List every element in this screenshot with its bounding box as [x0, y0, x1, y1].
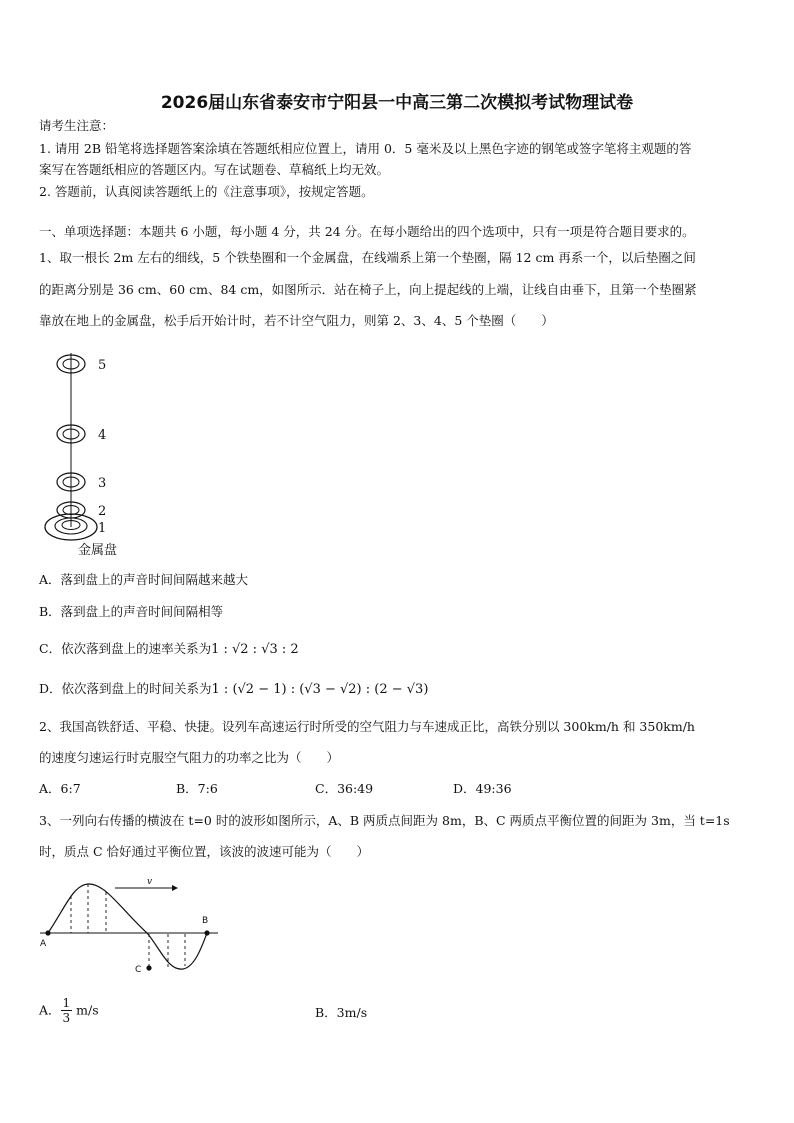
- plate-label: 金属盘: [78, 543, 118, 558]
- wave-figure: [35, 868, 225, 993]
- washer-label-3: 3: [98, 476, 107, 491]
- q3-option-a-numerator: 1: [62, 996, 71, 1010]
- point-b-dot: [204, 930, 209, 935]
- q3-line-1: 3、一列向右传播的横波在 t=0 时的波形如图所示，A、B 两质点间距为 8m，B、C 两质点平衡位置的间距为 3m，当 t=1s: [39, 813, 730, 828]
- q2-option-b: B．7:6: [176, 781, 218, 796]
- q3-option-b: B．3m/s: [315, 1005, 368, 1020]
- point-a-label: A: [40, 939, 47, 949]
- wave-dashed-lines: [71, 884, 185, 969]
- velocity-label: v: [147, 877, 153, 887]
- q1-line-2: 的距离分别是 36 cm、60 cm、84 cm，如图所示．站在椅子上，向上提起线的上端，让线自由垂下，且第一个垫圈紧: [39, 282, 697, 297]
- q1-option-c-text: C．依次落到盘上的速率关系为: [39, 641, 212, 656]
- q3-option-a-prefix: A．: [39, 1002, 61, 1018]
- q2-option-a: A．6:7: [39, 781, 81, 796]
- notice-line-2: 2. 答题前，认真阅读答题纸上的《注意事项》，按规定答题。: [39, 184, 374, 199]
- q1-option-d-text: D．依次落到盘上的时间关系为: [39, 681, 212, 696]
- q1-line-1: 1、取一根长 2m 左右的细线，5 个铁垫圈和一个金属盘，在线端系上第一个垫圈，隔 12 cm 再系一个，以后垫圈之间: [39, 250, 696, 265]
- point-b-label: B: [202, 916, 209, 926]
- page-title: 2026届山东省泰安市宁阳县一中高三第二次模拟考试物理试卷: [160, 93, 634, 113]
- q1-option-d: [39, 681, 428, 698]
- wave-curve: [48, 884, 207, 969]
- washer-label-2: 2: [98, 504, 107, 519]
- washer-figure: [40, 345, 150, 560]
- q2-line-2: 的速度匀速运行时克服空气阻力的功率之比为（ ）: [39, 750, 340, 765]
- q2-option-d: D．49:36: [453, 781, 512, 796]
- q3-line-2: 时，质点 C 恰好通过平衡位置，该波的波速可能为（ ）: [39, 844, 370, 859]
- point-a-dot: [45, 930, 50, 935]
- point-c-dot: [146, 965, 151, 970]
- q1-line-3: 靠放在地上的金属盘，松手后开始计时，若不计空气阻力，则第 2、3、4、5 个垫圈（ ）: [39, 313, 554, 328]
- notice-line-1a: 1. 请用 2B 铅笔将选择题答案涂填在答题纸相应位置上，请用 0．5 毫米及以上黑色字迹的钢笔或签字笔将主观题的答: [39, 141, 692, 156]
- q3-option-a-denominator: 3: [62, 1011, 71, 1025]
- notice-heading: 请考生注意：: [39, 118, 115, 133]
- section-heading: 一、单项选择题：本题共 6 小题，每小题 4 分，共 24 分。在每小题给出的四个选项中，只有一项是符合题目要求的。: [39, 224, 695, 239]
- q1-option-d-math: 1 : (√2 − 1) : (√3 − √2) : (2 − √3): [211, 682, 429, 697]
- washer-label-4: 4: [98, 428, 107, 443]
- q1-option-b: B．落到盘上的声音时间间隔相等: [39, 604, 224, 619]
- notice-line-1b: 案写在答题纸相应的答题区内。写在试题卷、草稿纸上均无效。: [39, 162, 390, 177]
- q3-option-a: [39, 996, 99, 1025]
- q1-option-a: A．落到盘上的声音时间间隔越来越大: [39, 572, 249, 587]
- q2-line-1: 2、我国高铁舒适、平稳、快捷。设列车高速运行时所受的空气阻力与车速成正比，高铁分别以 300km/h 和 350km/h: [39, 719, 695, 734]
- q2-option-c: C．36:49: [315, 781, 374, 796]
- q3-option-a-fraction: [61, 996, 73, 1025]
- q1-option-c-math: 1 : √2 : √3 : 2: [211, 642, 299, 657]
- washer-label-5: 5: [98, 358, 107, 373]
- point-c-label: C: [135, 965, 142, 975]
- q3-option-a-unit: m/s: [76, 1002, 99, 1018]
- q1-option-c: [39, 641, 299, 658]
- washer-label-1: 1: [98, 521, 107, 536]
